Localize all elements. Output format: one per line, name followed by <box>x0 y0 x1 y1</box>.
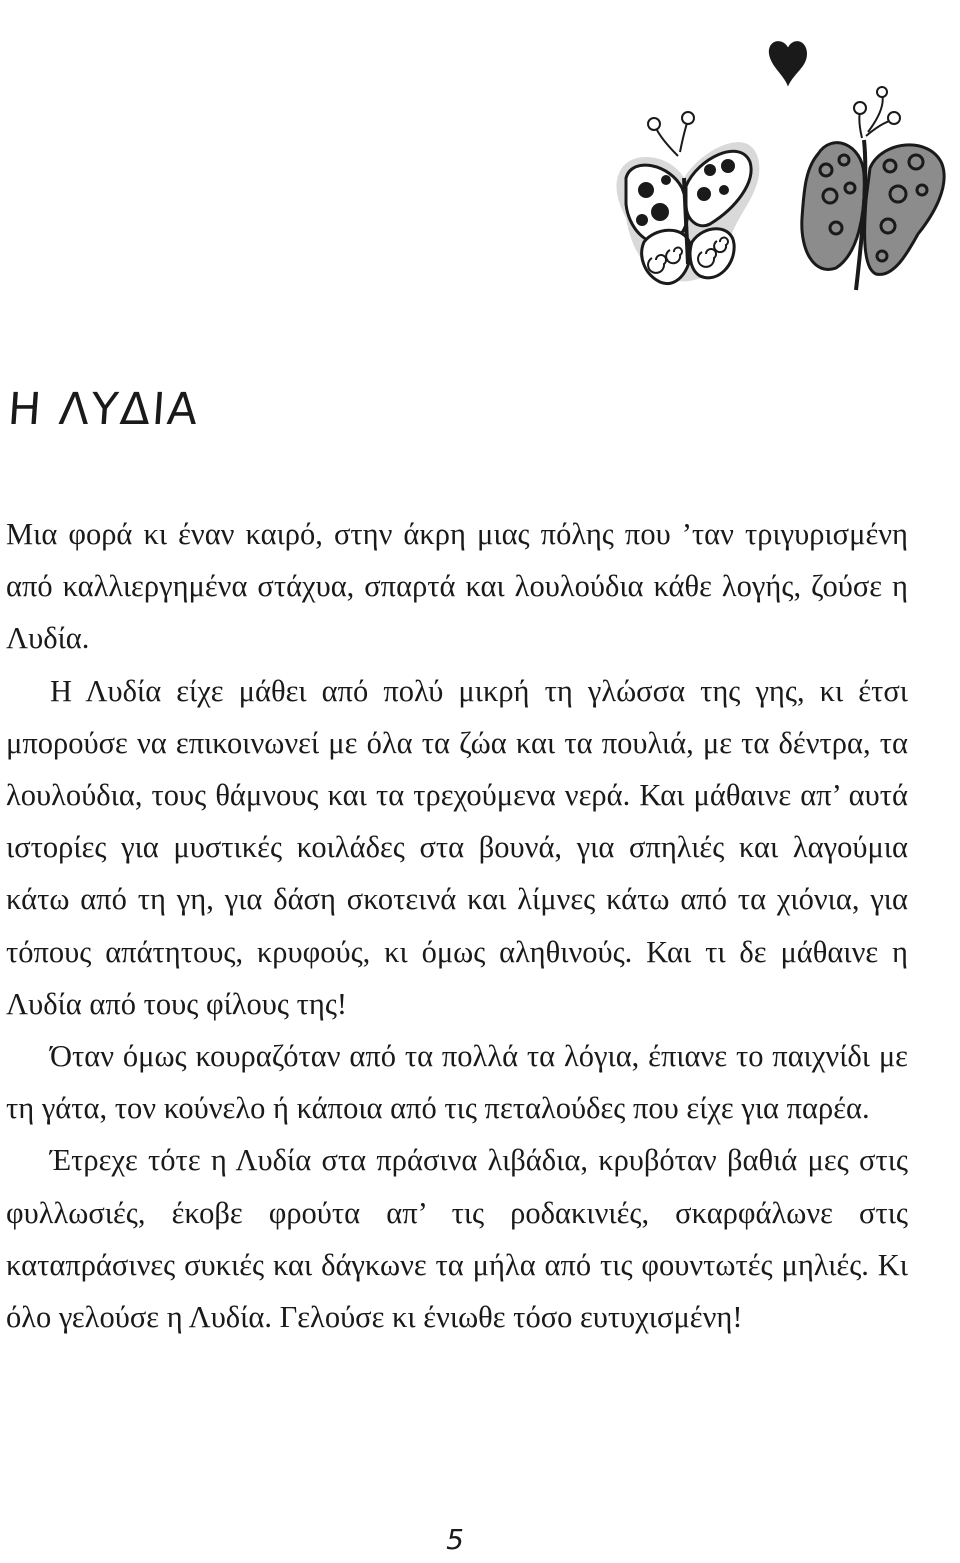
heart-icon <box>770 42 806 84</box>
butterflies-illustration <box>600 28 960 308</box>
grey-butterfly-icon <box>802 87 944 290</box>
story-text <box>6 508 908 1343</box>
page-number: 5 <box>446 1523 464 1556</box>
paragraph-2: Η Λυδία είχε μάθει από πολύ μικρή τη γλώσσα της γης, κι έτσι μπορούσε να επικοινωνεί με όλα τα ζώα και τα πουλιά, με τα δέντρα, τα λουλούδια, τους θάμνους και τα τρεχούμενα νερά. Και μάθαινε απ’ αυτά ιστορίες για μυστικές κοιλάδες στα βουνά, για σπηλιές και λαγούμια κάτω από τη γη, για δάση σκοτεινά και λίμνες κάτω από τα χιόνια, για τόπους απάτητους, κρυφούς, κι όμως αληθινούς. Και τι δε μάθαινε η Λυδία από τους φίλους της! <box>6 673 908 1021</box>
spotted-butterfly-icon <box>616 112 759 284</box>
chapter-title: Η ΛΥΔΙΑ <box>6 384 202 435</box>
paragraph-1: Μια φορά κι έναν καιρό, στην άκρη μιας πόλης που ’ταν τριγυρισμένη από καλλιεργημένα στάχυα, σπαρτά και λουλούδια κάθε λογής, ζούσε η Λυδία. <box>6 517 908 656</box>
paragraph-4: Έτρεχε τότε η Λυδία στα πράσινα λιβάδια, κρυβόταν βαθιά μες στις φυλλωσιές, έκοβε φρούτα απ’ τις ροδακινιές, σκαρφάλωνε στις καταπράσινες συκιές και δάγκωνε τα μήλα από τις φουντωτές μηλιές. Κι όλο γελούσε η Λυδία. Γελούσε κι ένιωθε τόσο ευτυχισμένη! <box>6 1143 908 1335</box>
paragraph-3: Όταν όμως κουραζόταν από τα πολλά τα λόγια, έπιανε το παιχνίδι με τη γάτα, τον κούνελο ή κάποια από τις πεταλούδες που είχε για παρέα. <box>6 1039 908 1126</box>
